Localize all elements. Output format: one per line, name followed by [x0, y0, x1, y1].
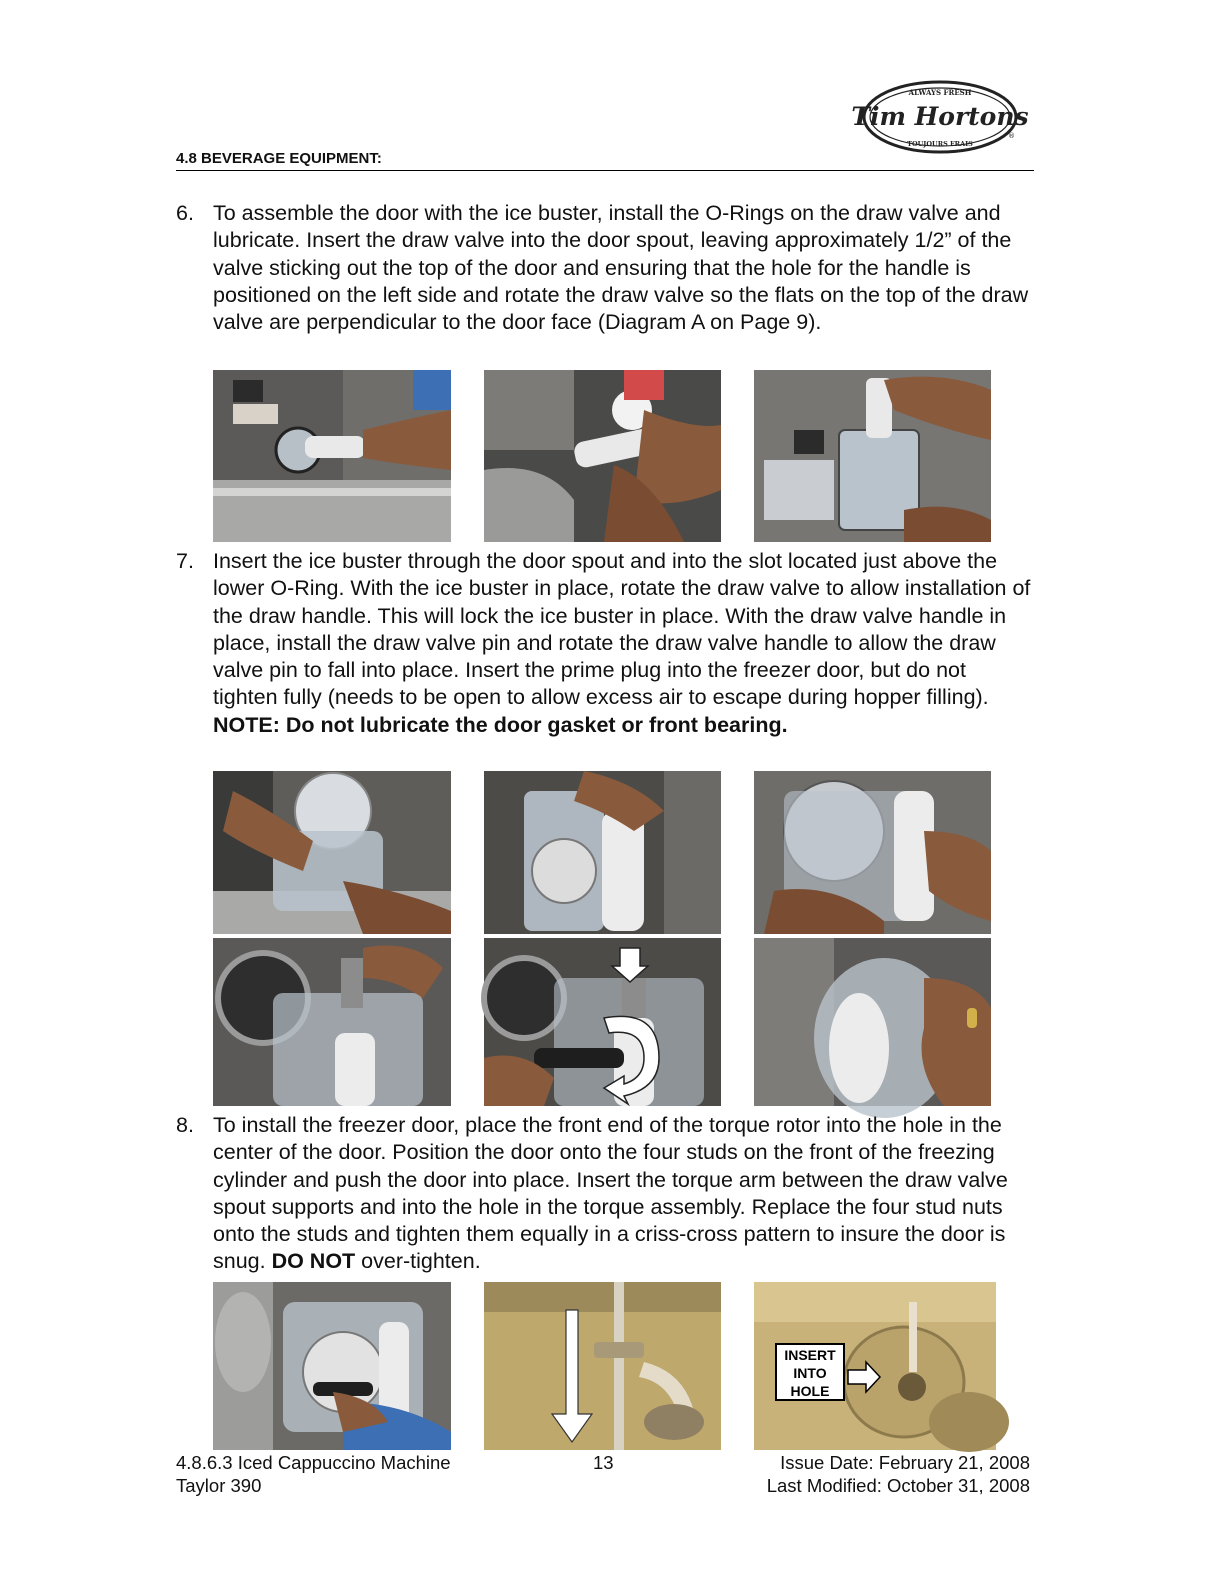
step-text: Insert the ice buster through the door spout and into the slot located just above the lower O-Ring. With the ice buster in place, rotate the draw valve to allow installation of the draw handle. This will lock the ice buster in place. With the draw valve handle in place, install the draw valve pin and rotate the draw valve handle to allow the draw valve pin to fall into place. Insert the prime plug into the freezer door, but do not tighten fully (needs to be open to allow excess air to escape during hopper filling). [213, 549, 1031, 710]
step-number: 6. [176, 201, 194, 225]
photo-install-o-rings [213, 370, 451, 542]
warning-emphasis: DO NOT [271, 1249, 356, 1274]
step-6 [176, 200, 1036, 336]
footer-last-modified: Last Modified: October 31, 2008 [766, 1475, 1030, 1496]
footer-issue-date: Issue Date: February 21, 2008 [780, 1452, 1030, 1473]
photo-install-valve-pin [484, 938, 721, 1106]
photo-insert-valve-in-door [754, 370, 991, 542]
photo-lubricate-valve [484, 370, 721, 542]
photo-insert-prime-plug [754, 938, 991, 1106]
footer-page-number: 13 [593, 1452, 614, 1473]
step-note: NOTE: Do not lubricate the door gasket or front bearing. [213, 712, 788, 737]
photo-rotate-draw-valve [754, 771, 991, 934]
step-8 [176, 1112, 1036, 1276]
callout-insert: INSERT [784, 1347, 836, 1363]
step-number: 7. [176, 549, 194, 573]
svg-text:ALWAYS FRESH: ALWAYS FRESH [908, 88, 972, 97]
photo-insert-ice-buster [484, 771, 721, 934]
svg-text:Tim Hortons: Tim Hortons [851, 102, 1029, 131]
photo-torque-hole [754, 1282, 996, 1450]
callout-hole: HOLE [790, 1383, 830, 1399]
photo-install-gasket [213, 771, 451, 934]
footer-doc-title: 4.8.6.3 Iced Cappuccino Machine [176, 1452, 451, 1473]
step-7 [176, 548, 1036, 739]
footer-model: Taylor 390 [176, 1475, 262, 1496]
callout-into: INTO [793, 1365, 827, 1381]
photo-install-handle [213, 938, 451, 1106]
header-divider [176, 170, 1034, 171]
svg-text:®: ® [1008, 132, 1015, 140]
photo-mount-freezer-door [213, 1282, 451, 1450]
section-heading: 4.8 BEVERAGE EQUIPMENT: [176, 150, 382, 167]
step-number: 8. [176, 1113, 194, 1137]
svg-text:TOUJOURS FRAIS: TOUJOURS FRAIS [907, 140, 973, 148]
step-text: To install the freezer door, place the front end of the torque rotor into the hole in the center of the door. Position the door onto the four studs on the front of the freezing cylinder and push the door into place. Insert the torque arm between the draw valve spout supports and into the hole in the torque assembly. Replace the four stud nuts onto the studs and tighten them equally in a criss-cross pattern to insure the door is snug. DO NOT over-tighten. [213, 1113, 1008, 1274]
tim-hortons-logo [851, 80, 1029, 154]
photo-insert-torque-arm [484, 1282, 721, 1450]
step-text: To assemble the door with the ice buster, install the O-Rings on the draw valve and lubricate. Insert the draw valve into the door spout, leaving approximately 1/2” of the valve sticking out the top of the door and ensuring that the hole for the handle is positioned on the left side and rotate the draw valve so the flats on the top of the draw valve are perpendicular to the door face (Diagram A on Page 9). [213, 201, 1029, 335]
